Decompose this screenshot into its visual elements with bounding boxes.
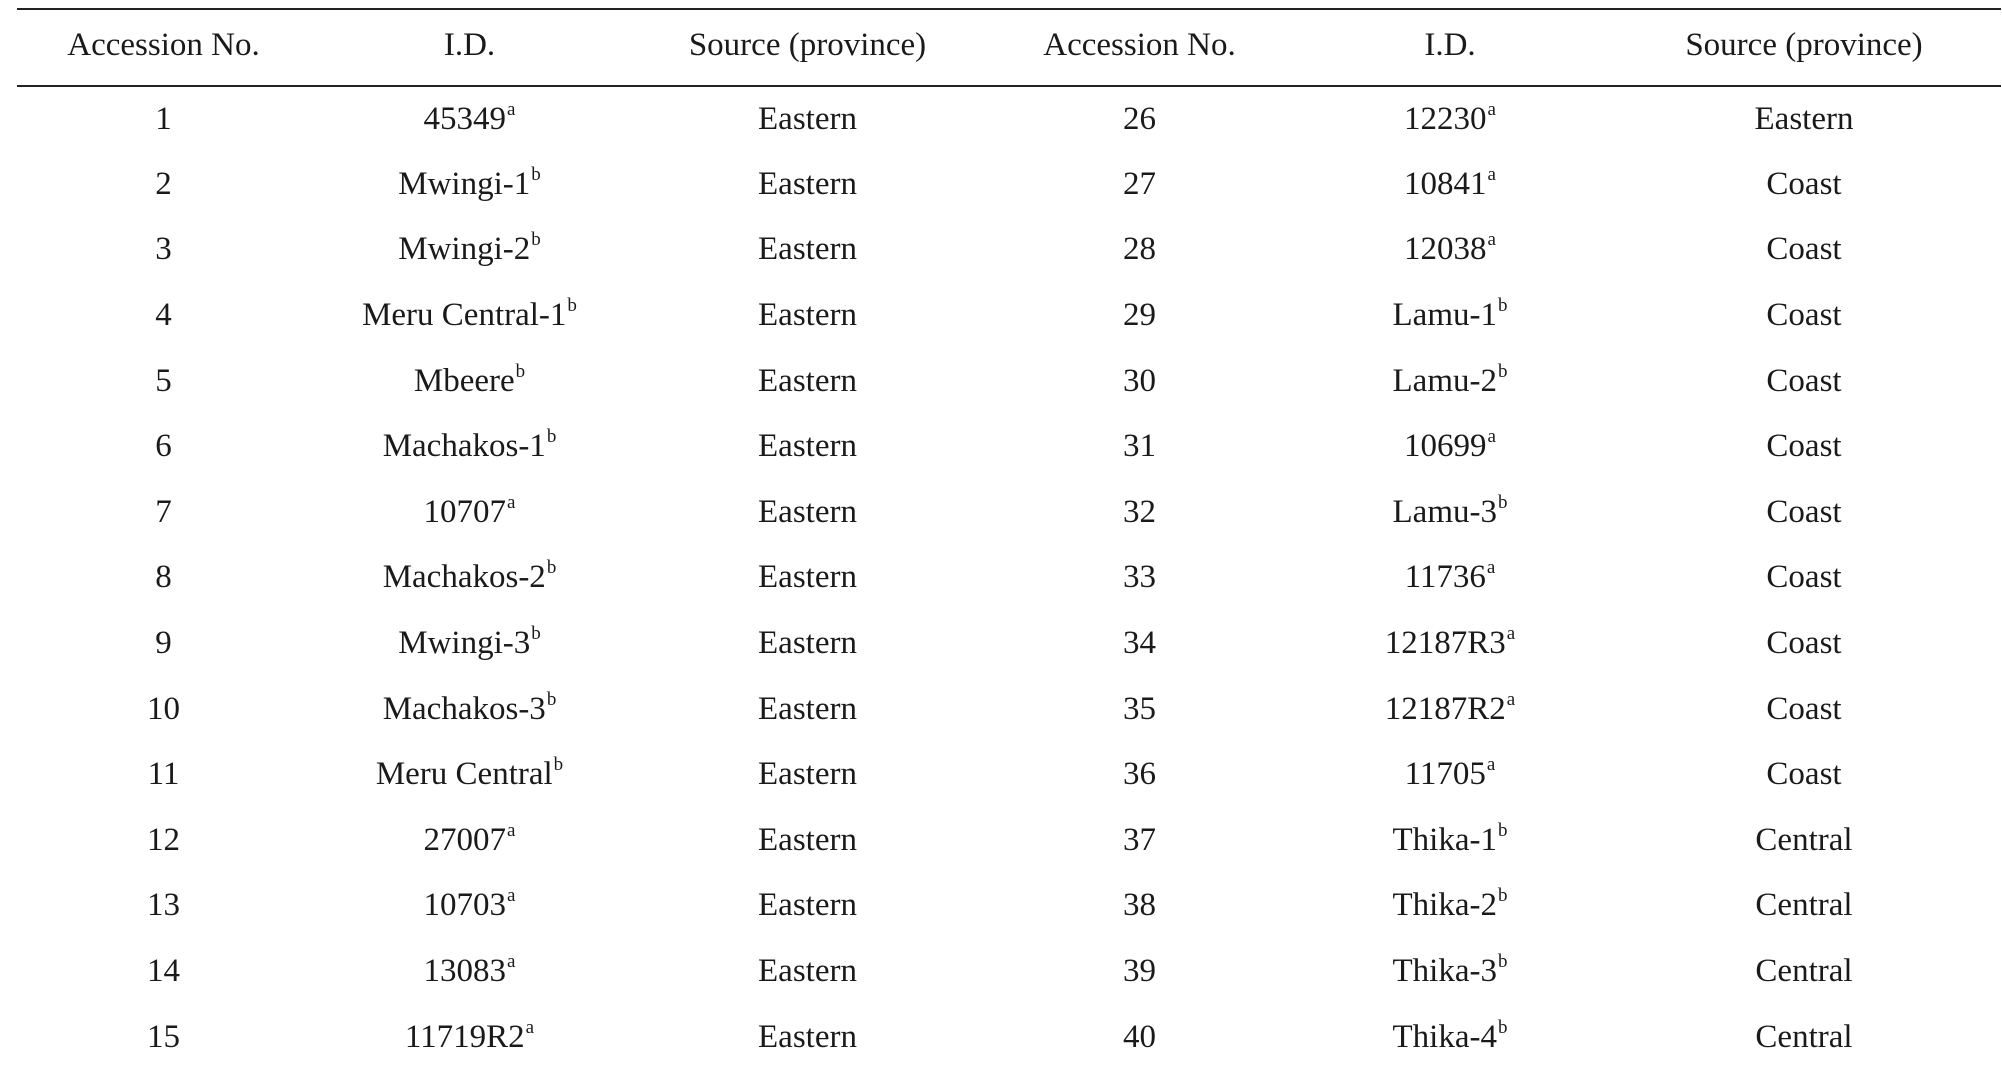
footnote-marker: a — [507, 491, 516, 513]
accession-id-text: 45349 — [423, 100, 507, 137]
table-row — [17, 480, 2001, 546]
header-accession-no-right: Accession No. — [1043, 27, 1236, 63]
footnote-marker: a — [1487, 163, 1496, 185]
accession-id-cell — [1293, 348, 1607, 414]
accession-number-cell: 11 — [147, 756, 180, 793]
accession-id-cell — [1293, 414, 1607, 480]
accession-id-text: Machakos-2 — [382, 559, 546, 596]
accession-id-cell — [310, 1004, 629, 1070]
accession-id-cell — [310, 676, 629, 742]
footnote-marker: b — [1497, 885, 1508, 907]
accession-number-cell: 31 — [1123, 428, 1156, 465]
source-province-cell: Coast — [1766, 297, 1842, 334]
source-province-cell: Eastern — [758, 231, 857, 268]
header-source-right: Source (province) — [1685, 27, 1923, 63]
accession-number-cell: 28 — [1123, 231, 1156, 268]
footnote-marker: b — [531, 623, 541, 645]
accession-id-text: Thika-1 — [1392, 821, 1497, 858]
table-row — [17, 283, 2001, 349]
accession-table-container — [17, 8, 2001, 1070]
accession-id-text: 27007 — [423, 821, 507, 858]
table-row — [17, 1004, 2001, 1070]
accession-number-cell: 26 — [1123, 100, 1156, 137]
footnote-marker: b — [567, 295, 577, 317]
accession-id-cell — [310, 480, 629, 546]
accession-number-cell: 38 — [1123, 887, 1156, 924]
footnote-marker: a — [1486, 557, 1496, 579]
source-province-cell: Coast — [1766, 165, 1842, 202]
accession-number-cell: 15 — [147, 1018, 180, 1055]
accession-id-text: Mwingi-2 — [398, 231, 531, 268]
footnote-marker: a — [507, 819, 516, 841]
accession-number-cell: 32 — [1123, 493, 1156, 530]
footnote-marker: a — [525, 1016, 535, 1038]
accession-id-cell — [1293, 808, 1607, 874]
source-province-cell: Central — [1755, 953, 1853, 990]
source-province-cell: Eastern — [758, 953, 857, 990]
header-source-left: Source (province) — [688, 27, 927, 63]
footnote-marker: a — [1506, 623, 1516, 645]
source-province-cell: Eastern — [758, 559, 857, 596]
accession-number-cell: 34 — [1123, 625, 1156, 662]
accession-id-cell — [310, 611, 629, 677]
footnote-marker: b — [1497, 360, 1508, 382]
table-row — [17, 152, 2001, 218]
source-province-cell: Coast — [1766, 493, 1842, 530]
accession-number-cell: 29 — [1123, 297, 1156, 334]
header-id-right: I.D. — [1424, 27, 1476, 63]
accession-id-cell — [1293, 939, 1607, 1005]
accession-number-cell: 30 — [1123, 362, 1156, 399]
footnote-marker: a — [1487, 98, 1496, 120]
accession-number-cell: 9 — [155, 625, 172, 662]
accession-id-cell — [1293, 1004, 1607, 1070]
footnote-marker: a — [507, 98, 516, 120]
source-province-cell: Central — [1755, 1018, 1853, 1055]
source-province-cell: Coast — [1766, 625, 1842, 662]
accession-id-text: 10841 — [1404, 165, 1487, 202]
source-province-cell: Eastern — [758, 428, 857, 465]
footnote-marker: b — [531, 163, 541, 185]
footnote-marker: b — [531, 229, 541, 251]
accession-number-cell: 10 — [147, 690, 180, 727]
accession-number-cell: 12 — [147, 821, 180, 858]
accession-number-cell: 8 — [155, 559, 172, 596]
footnote-marker: a — [1486, 754, 1496, 776]
header-accession-no-left: Accession No. — [67, 27, 260, 63]
footnote-marker: a — [1487, 229, 1496, 251]
accession-id-text: 12187R3 — [1384, 625, 1506, 662]
accession-number-cell: 13 — [147, 887, 180, 924]
accession-id-text: Meru Central — [375, 756, 553, 793]
source-province-cell: Coast — [1766, 428, 1842, 465]
table-row — [17, 217, 2001, 283]
accession-number-cell: 40 — [1123, 1018, 1156, 1055]
footnote-marker: b — [515, 360, 526, 382]
table-row — [17, 414, 2001, 480]
accession-number-cell: 3 — [155, 231, 172, 268]
accession-id-cell — [1293, 742, 1607, 808]
source-province-cell: Coast — [1766, 756, 1842, 793]
accession-id-text: Mwingi-3 — [398, 625, 531, 662]
accession-id-cell — [1293, 545, 1607, 611]
accession-id-text: 11705 — [1404, 756, 1486, 793]
source-province-cell: Central — [1755, 887, 1853, 924]
table-row — [17, 611, 2001, 677]
accession-id-cell — [1293, 152, 1607, 218]
accession-id-text: 10707 — [423, 493, 507, 530]
source-province-cell: Eastern — [758, 887, 857, 924]
accession-id-text: 12230 — [1404, 100, 1487, 137]
accession-id-cell — [310, 939, 629, 1005]
accession-id-cell — [310, 86, 629, 152]
source-province-cell: Eastern — [758, 297, 857, 334]
source-province-cell: Eastern — [758, 493, 857, 530]
header-row — [17, 9, 2001, 86]
footnote-marker: b — [546, 688, 557, 710]
accession-table — [17, 8, 2001, 1070]
accession-id-text: Mbeere — [413, 362, 515, 399]
accession-id-text: Lamu-1 — [1392, 297, 1497, 334]
table-row — [17, 873, 2001, 939]
accession-id-cell — [310, 348, 629, 414]
table-row — [17, 808, 2001, 874]
accession-id-cell — [1293, 283, 1607, 349]
accession-number-cell: 39 — [1123, 953, 1156, 990]
accession-id-text: 12038 — [1404, 231, 1487, 268]
accession-id-text: 10703 — [423, 887, 507, 924]
table-header — [17, 9, 2001, 86]
footnote-marker: b — [546, 557, 557, 579]
table-row — [17, 545, 2001, 611]
accession-number-cell: 2 — [155, 165, 172, 202]
table-row — [17, 348, 2001, 414]
accession-id-cell — [1293, 86, 1607, 152]
footnote-marker: a — [1487, 426, 1496, 448]
footnote-marker: b — [1497, 295, 1508, 317]
accession-id-text: Machakos-1 — [382, 428, 546, 465]
source-province-cell: Eastern — [758, 756, 857, 793]
source-province-cell: Eastern — [758, 1018, 857, 1055]
footnote-marker: b — [1497, 951, 1508, 973]
table-row — [17, 86, 2001, 152]
source-province-cell: Coast — [1766, 690, 1842, 727]
footnote-marker: b — [1497, 1016, 1508, 1038]
accession-number-cell: 14 — [147, 953, 180, 990]
source-province-cell: Coast — [1766, 231, 1842, 268]
source-province-cell: Coast — [1766, 559, 1842, 596]
source-province-cell: Eastern — [758, 821, 857, 858]
table-body — [17, 86, 2001, 1070]
accession-number-cell: 33 — [1123, 559, 1156, 596]
accession-id-cell — [1293, 480, 1607, 546]
accession-id-text: 11736 — [1404, 559, 1486, 596]
accession-id-cell — [310, 414, 629, 480]
footnote-marker: b — [1497, 491, 1508, 513]
source-province-cell: Eastern — [758, 165, 857, 202]
accession-id-text: Thika-2 — [1392, 887, 1497, 924]
footnote-marker: b — [1497, 819, 1508, 841]
table-row — [17, 742, 2001, 808]
accession-id-cell — [1293, 611, 1607, 677]
accession-id-cell — [1293, 873, 1607, 939]
accession-id-text: Mwingi-1 — [398, 165, 531, 202]
source-province-cell: Eastern — [1754, 100, 1854, 137]
accession-number-cell: 35 — [1123, 690, 1156, 727]
table-row — [17, 676, 2001, 742]
source-province-cell: Eastern — [758, 625, 857, 662]
accession-id-cell — [1293, 217, 1607, 283]
accession-id-text: Lamu-2 — [1392, 362, 1497, 399]
source-province-cell: Eastern — [758, 690, 857, 727]
accession-id-text: Meru Central-1 — [362, 297, 567, 334]
accession-id-text: Lamu-3 — [1392, 493, 1497, 530]
accession-id-text: Thika-4 — [1392, 1018, 1497, 1055]
accession-id-cell — [310, 152, 629, 218]
accession-id-cell — [310, 873, 629, 939]
accession-number-cell: 37 — [1123, 821, 1156, 858]
source-province-cell: Eastern — [758, 362, 857, 399]
accession-id-text: 10699 — [1404, 428, 1487, 465]
source-province-cell: Central — [1755, 821, 1853, 858]
footnote-marker: a — [1506, 688, 1516, 710]
accession-number-cell: 5 — [155, 362, 172, 399]
accession-id-text: 12187R2 — [1384, 690, 1506, 727]
accession-id-text: 13083 — [423, 953, 507, 990]
accession-id-cell — [310, 742, 629, 808]
source-province-cell: Coast — [1766, 362, 1842, 399]
accession-id-text: Thika-3 — [1392, 953, 1497, 990]
footnote-marker: b — [546, 426, 557, 448]
table-row — [17, 939, 2001, 1005]
accession-number-cell: 6 — [155, 428, 172, 465]
accession-id-cell — [310, 283, 629, 349]
footnote-marker: a — [507, 951, 516, 973]
accession-number-cell: 4 — [155, 297, 172, 334]
accession-id-cell — [310, 217, 629, 283]
accession-number-cell: 27 — [1123, 165, 1156, 202]
accession-id-cell — [310, 808, 629, 874]
accession-id-text: Machakos-3 — [382, 690, 546, 727]
accession-id-cell — [1293, 676, 1607, 742]
accession-id-text: 11719R2 — [404, 1018, 525, 1055]
footnote-marker: a — [507, 885, 516, 907]
accession-number-cell: 7 — [155, 493, 172, 530]
source-province-cell: Eastern — [758, 100, 857, 137]
accession-number-cell: 36 — [1123, 756, 1156, 793]
footnote-marker: b — [553, 754, 564, 776]
accession-id-cell — [310, 545, 629, 611]
accession-number-cell: 1 — [155, 100, 172, 137]
header-id-left: I.D. — [443, 27, 496, 63]
